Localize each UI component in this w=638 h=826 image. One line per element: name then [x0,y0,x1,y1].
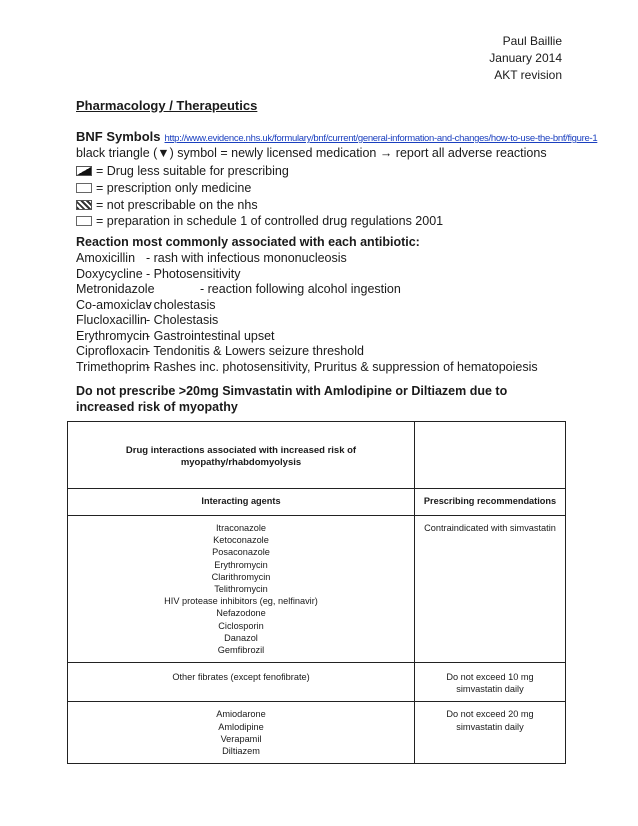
nhs-icon [76,200,92,210]
recommendation-cell: Contraindicated with simvastatin [415,516,566,663]
cd-icon [76,216,92,226]
bnf-line-cd [76,214,443,228]
agent-name: Amiodarone [216,709,266,720]
agent-name: Itraconazole [215,523,267,533]
table-caption: Drug interactions associated with increased risk of myopathy/rhabdomyolysis [68,422,415,489]
table-caption-row [68,422,566,489]
list-item [76,329,538,345]
drug-name: Amoxicillin [76,251,136,265]
drug-name: Erythromycin [76,328,149,343]
bnf-line-triangle: black triangle (▼) symbol = newly licensed medication → report all adverse reactions [76,146,547,160]
agent-name: Ciclosporin [218,620,264,631]
drug-name: Co-amoxiclav [76,297,152,312]
agent-name: Erythromycin [214,559,268,570]
agent-name: Other fibrates (except fenofibrate) [172,672,310,683]
wedge-icon [76,166,92,176]
agent-name: Verapamil [220,733,262,744]
recommendation-cell: Do not exceed 20 mg simvastatin daily [415,702,566,764]
drug-reaction: - Gastrointestinal upset [146,328,275,343]
drug-reaction: - cholestasis [146,297,216,312]
table-row [68,663,566,702]
drug-reaction: - Rashes inc. photosensitivity, Pruritus & suppression of hematopoiesis [146,359,538,374]
interacting-agents-cell [68,702,415,764]
agent-name: Ketoconazole [213,535,269,546]
bnf-line-nhs [76,198,258,212]
agent-name: HIV protease inhibitors (eg, nelfinavir) [164,596,318,607]
document-header [489,33,562,84]
table-row [68,516,566,663]
interaction-table [67,421,566,764]
bnf-line-pom [76,181,251,195]
list-item [76,344,538,360]
table-header-row [68,489,566,516]
table-row [68,702,566,764]
drug-reaction: - rash with infectious mononucleosis [146,251,347,265]
list-item [76,313,538,329]
bnf-line-wedge [76,164,289,178]
list-item [76,360,538,376]
agent-name: Nefazodone [216,608,266,619]
interacting-agents-cell [68,663,415,702]
list-item [76,267,538,283]
pom-icon [76,183,92,193]
document-date: January 2014 [489,51,562,65]
drug-name: Trimethoprim [76,359,150,374]
column-header-agents: Interacting agents [68,489,415,516]
agent-name: Diltiazem [222,746,260,757]
author-name: Paul Baillie [502,34,562,48]
agent-name: Danazol [224,632,258,643]
agent-name: Gemfibrozil [217,644,265,655]
drug-reaction: - reaction following alcohol ingestion [200,282,401,296]
drug-name: Ciprofloxacin [76,344,149,358]
drug-name: Flucloxacillin [76,313,147,327]
agent-name: Clarithromycin [211,571,271,582]
table-caption-empty [415,422,566,489]
list-item [76,251,538,267]
bnf-link[interactable]: http://www.evidence.nhs.uk/formulary/bnf/current/general-information-and-changes/how-to-use-the-bnf/figure-1 [164,133,598,144]
section-title: Pharmacology / Therapeutics [76,98,258,113]
recommendation-cell: Do not exceed 10 mg simvastatin daily [415,663,566,702]
column-header-recommendations: Prescribing recommendations [415,489,566,516]
drug-name: Doxycycline [76,266,143,281]
agent-name: Telithromycin [214,583,268,594]
interacting-agents-cell [68,516,415,663]
list-item [76,282,538,298]
agent-name: Amlodipine [218,721,264,732]
bnf-text-cd: = preparation in schedule 1 of controlled drug regulations 2001 [96,214,444,228]
drug-reaction: - Tendonitis & Lowers seizure threshold [146,344,364,358]
drug-name: Metronidazole [76,282,155,296]
antibiotic-section-title: Reaction most commonly associated with each antibiotic: [76,235,420,249]
list-item [76,298,538,314]
document-subject: AKT revision [494,68,562,82]
bnf-heading-line [76,129,597,144]
antibiotic-list [76,251,538,375]
bnf-text-pom: = prescription only medicine [96,181,252,195]
simvastatin-warning: Do not prescribe >20mg Simvastatin with Amlodipine or Diltiazem due to increased risk of myopathy [76,384,508,414]
bnf-text-wedge: = Drug less suitable for prescribing [96,164,289,178]
drug-reaction: - Photosensitivity [146,266,241,281]
agent-name: Posaconazole [212,547,270,558]
bnf-text-nhs: = not prescribable on the nhs [96,198,258,212]
drug-reaction: - Cholestasis [146,313,219,327]
bnf-heading: BNF Symbols [76,129,161,144]
